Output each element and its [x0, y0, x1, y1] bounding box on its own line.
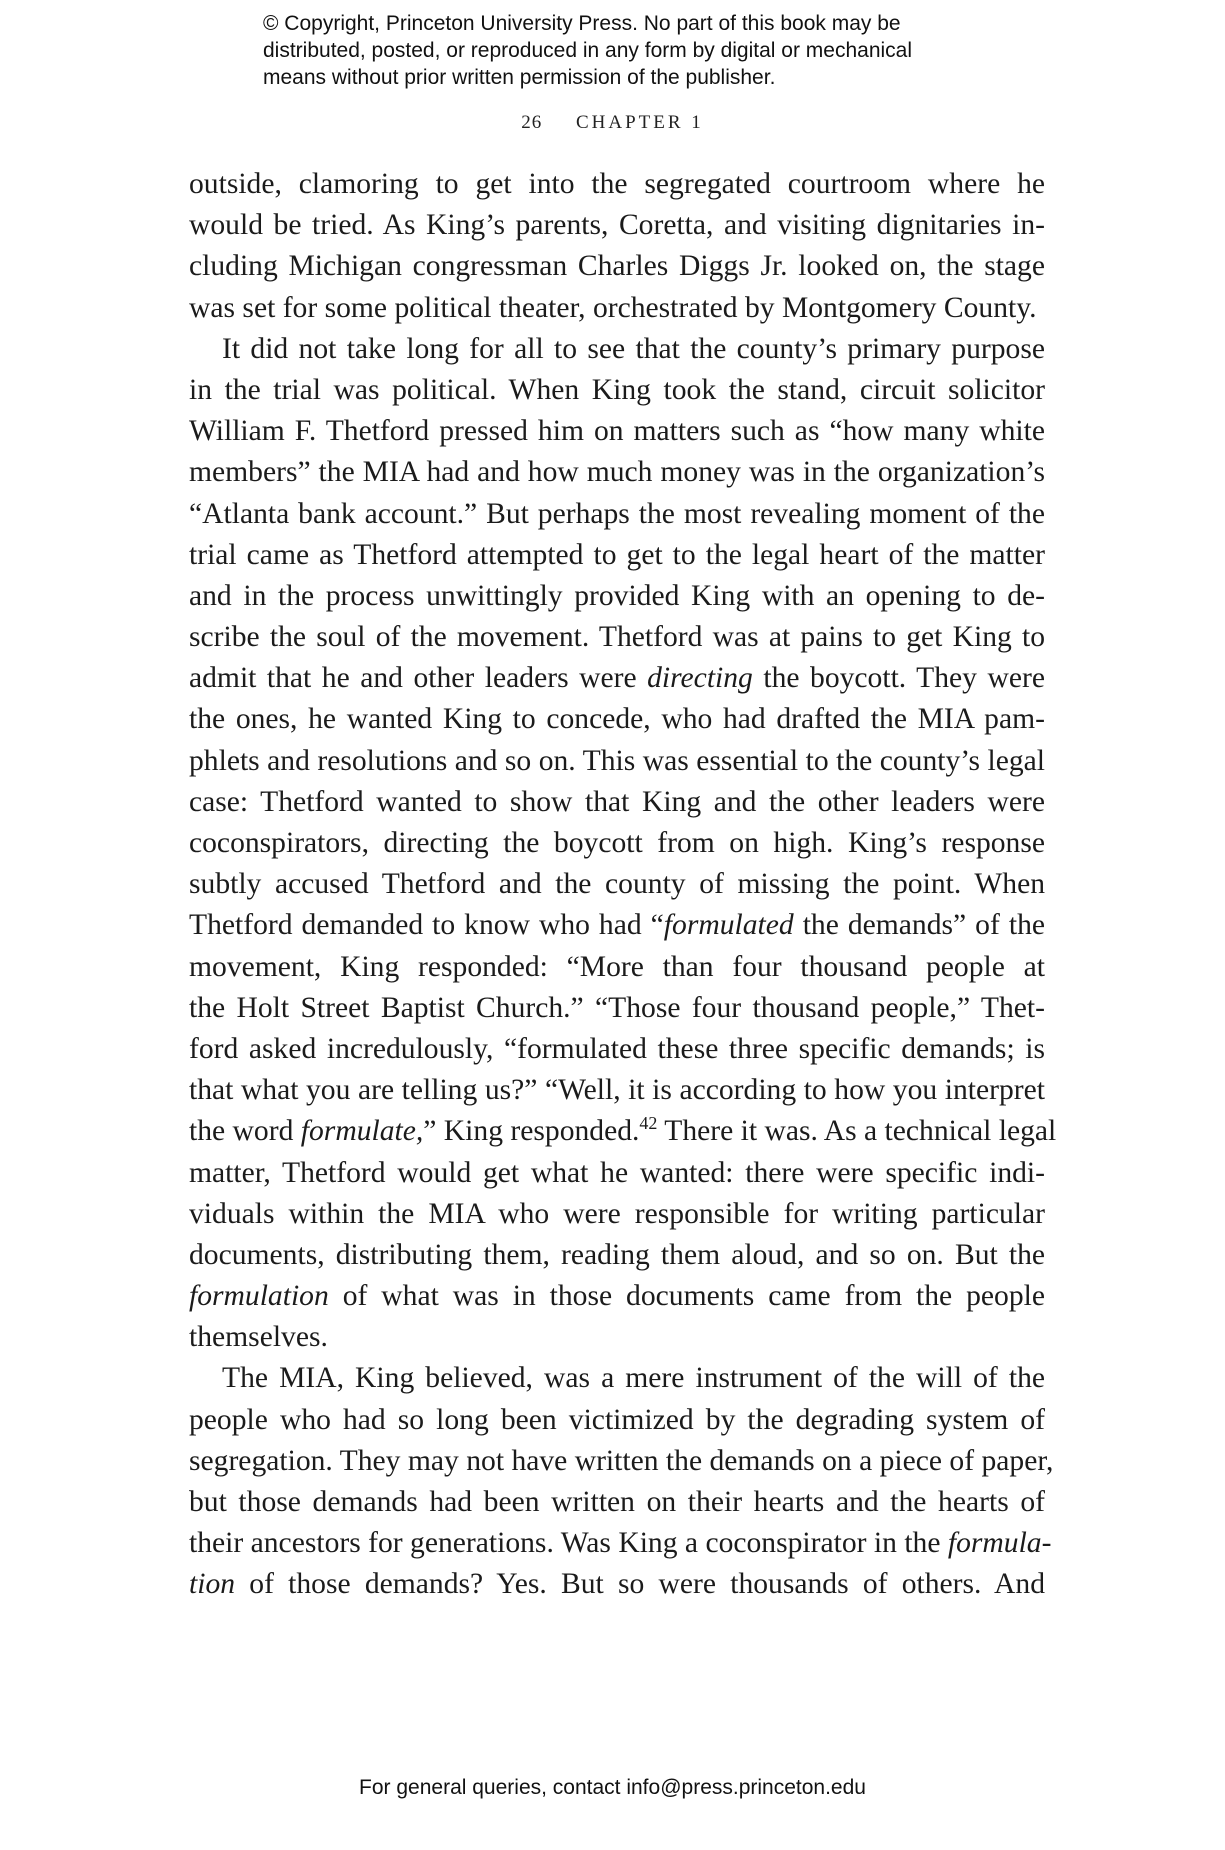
- text-line: [189, 1358, 1045, 1399]
- text-line: [189, 452, 1045, 493]
- text-line: [189, 1276, 1045, 1317]
- text-segment: admit that he and other leaders were: [189, 662, 648, 695]
- footnote-ref: 42: [639, 1113, 658, 1134]
- text-segment: the Holt Street Baptist Church.” “Those four thousand people,” Thet-: [189, 991, 1045, 1024]
- italic-text: formulation: [189, 1280, 329, 1313]
- text-line: [189, 576, 1045, 617]
- text-segment: phlets and resolutions and so on. This was essential to the county’s legal: [189, 744, 1045, 777]
- text-segment: scribe the soul of the movement. Thetford was at pains to get King to: [189, 621, 1045, 654]
- text-segment: of what was in those documents came from the people: [328, 1280, 1045, 1313]
- text-line: [189, 370, 1045, 411]
- text-line: [189, 205, 1045, 246]
- text-line: [189, 699, 1045, 740]
- text-line: [189, 329, 1045, 370]
- italic-text: formulated: [663, 909, 794, 942]
- chapter-label: CHAPTER 1: [575, 112, 704, 133]
- text-line: [189, 494, 1045, 535]
- copyright-line: © Copyright, Princeton University Press. No part of this book may be: [263, 12, 901, 35]
- text-segment: trial came as Thetford attempted to get to the legal heart of the matter: [189, 538, 1045, 571]
- italic-text: tion: [189, 1568, 236, 1601]
- text-line: [189, 823, 1045, 864]
- text-segment: movement, King responded: “More than four thousand people at: [189, 950, 1045, 983]
- text-segment: the word: [189, 1115, 301, 1148]
- text-segment: The MIA, King believed, was a mere instrument of the will of the: [222, 1362, 1045, 1395]
- text-line: [189, 164, 1045, 205]
- text-line: [189, 535, 1045, 576]
- text-segment: that what you are telling us?” “Well, it is according to how you interpret: [189, 1074, 1045, 1107]
- italic-text: directing: [647, 662, 753, 695]
- text-line: [189, 617, 1045, 658]
- text-line: [189, 947, 1045, 988]
- text-segment: of those demands? Yes. But so were thousands of others. And: [235, 1568, 1045, 1601]
- text-segment: would be tried. As King’s parents, Coretta, and visiting dignitaries in-: [189, 209, 1045, 242]
- text-segment: was set for some political theater, orchestrated by Montgomery County.: [189, 291, 1037, 324]
- copyright-notice: [263, 10, 1023, 91]
- text-line: [189, 905, 1045, 946]
- text-line: [189, 1029, 1045, 1070]
- text-segment: but those demands had been written on their hearts and the hearts of: [189, 1486, 1045, 1518]
- italic-text: formula-: [947, 1527, 1052, 1560]
- text-segment: segregation. They may not have written the demands on a piece of paper,: [189, 1444, 1054, 1477]
- text-line: [189, 1111, 1057, 1152]
- text-line: [189, 988, 1045, 1029]
- text-segment: ford asked incredulously, “formulated these three specific demands; is: [189, 1032, 1045, 1065]
- text-segment: There it was. As a technical legal: [657, 1115, 1057, 1148]
- text-segment: case: Thetford wanted to show that King and the other leaders were: [189, 785, 1045, 818]
- text-segment: in the trial was political. When King took the stand, circuit solicitor: [189, 373, 1045, 406]
- text-segment: It did not take long for all to see that the county’s primary purpose: [222, 332, 1045, 365]
- text-segment: their ancestors for generations. Was King a coconspirator in the: [189, 1527, 948, 1560]
- running-head: [0, 112, 1225, 134]
- italic-text: formulate,: [300, 1115, 424, 1148]
- text-segment: Thetford demanded to know who had “: [189, 909, 664, 942]
- text-segment: people who had so long been victimized by the degrading system of: [189, 1403, 1045, 1436]
- text-line: [189, 1235, 1045, 1276]
- text-line: [189, 1070, 1045, 1111]
- text-segment: coconspirators, directing the boycott from on high. King’s response: [189, 827, 1045, 859]
- text-segment: the boycott. They were: [752, 662, 1045, 695]
- text-segment: William F. Thetford pressed him on matters such as “how many white: [189, 415, 1045, 448]
- text-line: [189, 1194, 1045, 1235]
- footer-contact: For general queries, contact info@press.princeton.edu: [359, 1776, 866, 1799]
- text-line: [189, 1400, 1045, 1441]
- text-line: [189, 288, 1045, 329]
- text-line: [189, 782, 1045, 823]
- text-segment: “Atlanta bank account.” But perhaps the most revealing moment of the: [189, 497, 1045, 530]
- body-text: [189, 164, 1057, 1606]
- page-number: 26: [521, 112, 543, 133]
- text-line: [189, 1317, 1045, 1358]
- text-line: [189, 1564, 1045, 1605]
- text-line: [189, 246, 1045, 287]
- text-line: [189, 1482, 1045, 1523]
- text-segment: outside, clamoring to get into the segregated courtroom where he: [189, 168, 1045, 200]
- text-segment: members” the MIA had and how much money was in the organization’s: [189, 456, 1045, 489]
- copyright-line: distributed, posted, or reproduced in any form by digital or mechanical: [263, 39, 913, 62]
- text-segment: the ones, he wanted King to concede, who had drafted the MIA pam-: [189, 703, 1045, 736]
- text-segment: matter, Thetford would get what he wanted: there were specific indi-: [189, 1156, 1045, 1189]
- text-segment: the demands” of the: [793, 909, 1045, 942]
- text-line: [189, 864, 1045, 905]
- text-line: [189, 1441, 1054, 1482]
- text-line: [189, 658, 1045, 699]
- text-segment: ” King responded.: [423, 1115, 640, 1148]
- text-segment: subtly accused Thetford and the county of missing the point. When: [189, 868, 1045, 901]
- text-segment: documents, distributing them, reading them aloud, and so on. But the: [189, 1238, 1045, 1271]
- text-line: [189, 1153, 1045, 1194]
- text-line: [189, 1523, 1052, 1564]
- text-segment: themselves.: [189, 1321, 328, 1354]
- text-segment: and in the process unwittingly provided King with an opening to de-: [189, 579, 1045, 612]
- text-segment: viduals within the MIA who were responsible for writing particular: [189, 1197, 1045, 1230]
- text-line: [189, 741, 1045, 782]
- text-line: [189, 411, 1045, 452]
- copyright-line: means without prior written permission of the publisher.: [263, 66, 776, 89]
- text-segment: cluding Michigan congressman Charles Diggs Jr. looked on, the stage: [189, 250, 1045, 283]
